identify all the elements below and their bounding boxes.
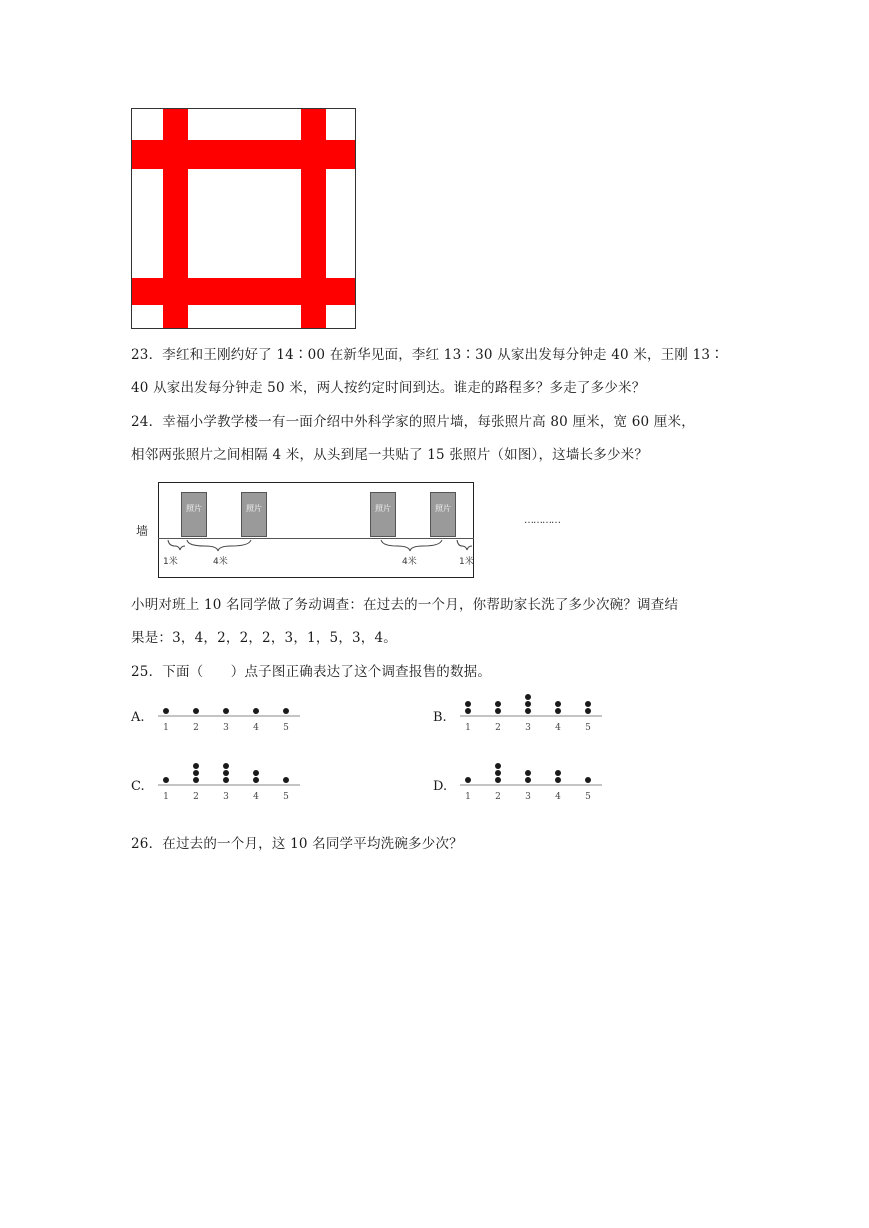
dot [555, 770, 561, 776]
tick-label: 5 [283, 723, 289, 733]
dot [223, 770, 229, 776]
q24-line2: 相邻两张照片之间相隔 4 米，从头到尾一共贴了 15 张照片（如图），这墙长多少米？ [131, 447, 649, 463]
tick-label: 3 [223, 723, 229, 733]
tick-label: 2 [495, 792, 501, 802]
option-b-dot-plot[interactable] [460, 690, 605, 738]
photo-1: 照片 [181, 492, 207, 537]
dot [585, 701, 591, 707]
dot [193, 763, 199, 769]
dot [495, 701, 501, 707]
survey-line1: 小明对班上 10 名同学做了务动调查：在过去的一个月，你帮助家长洗了多少次碗？调查结 [131, 597, 679, 613]
dot [163, 777, 169, 783]
dot [253, 708, 259, 714]
option-d-label[interactable]: D. [433, 779, 448, 794]
dot [495, 708, 501, 714]
tick-label: 3 [525, 792, 531, 802]
dot [223, 708, 229, 714]
dot [465, 777, 471, 783]
tick-label: 2 [193, 723, 199, 733]
option-c-label[interactable]: C. [131, 779, 145, 794]
q23-line2: 40 从家出发每分钟走 50 米，两人按约定时间到达。谁走的路程多？多走了多少米？ [131, 380, 646, 396]
option-b-label[interactable]: B. [433, 710, 447, 725]
tick-label: 1 [465, 723, 471, 733]
option-c-dot-plot[interactable] [158, 759, 303, 807]
dot [283, 708, 289, 714]
dot [525, 708, 531, 714]
dot [525, 701, 531, 707]
dot [163, 708, 169, 714]
dot [495, 777, 501, 783]
photo-2: 照片 [241, 492, 267, 537]
dot [193, 777, 199, 783]
dot [555, 708, 561, 714]
red-band-left [163, 109, 188, 328]
label-4m-left: 4米 [213, 557, 228, 567]
tick-label: 5 [283, 792, 289, 802]
dot [555, 777, 561, 783]
dot [585, 708, 591, 714]
label-1m-left: 1米 [163, 557, 178, 567]
dot [253, 777, 259, 783]
dot [465, 708, 471, 714]
photo-3: 照片 [370, 492, 396, 537]
tick-label: 3 [525, 723, 531, 733]
photo-4: 照片 [430, 492, 456, 537]
dot [525, 777, 531, 783]
dot [283, 777, 289, 783]
q25-text: 25．下面（ ）点子图正确表达了这个调查报售的数据。 [131, 664, 492, 680]
option-a-dot-plot[interactable] [158, 690, 303, 738]
dot [223, 763, 229, 769]
dot [193, 708, 199, 714]
tick-label: 2 [495, 723, 501, 733]
tick-label: 2 [193, 792, 199, 802]
q24-line1: 24．幸福小学教学楼一有一面介绍中外科学家的照片墙，每张照片高 80 厘米，宽 60 厘米， [131, 414, 695, 430]
red-band-right [301, 109, 326, 328]
q23-line1: 23．李红和王刚约好了 14∶00 在新华见面，李红 13∶30 从家出发每分钟走 40 米，王刚 13∶ [131, 347, 724, 363]
dot [223, 777, 229, 783]
red-grid-figure [131, 108, 356, 329]
dot [555, 701, 561, 707]
dot [495, 770, 501, 776]
option-d-dot-plot[interactable] [460, 759, 605, 807]
dot [465, 701, 471, 707]
tick-label: 4 [555, 723, 561, 733]
tick-label: 4 [253, 792, 259, 802]
dot [585, 777, 591, 783]
tick-label: 1 [163, 723, 169, 733]
tick-label: 4 [253, 723, 259, 733]
dot [193, 770, 199, 776]
dot [525, 770, 531, 776]
dot [253, 770, 259, 776]
survey-line2: 果是：3，4，2，2，2，3，1，5，3，4。 [131, 630, 397, 646]
tick-label: 5 [585, 723, 591, 733]
brace-marks [131, 480, 591, 580]
tick-label: 1 [465, 792, 471, 802]
tick-label: 1 [163, 792, 169, 802]
tick-label: 5 [585, 792, 591, 802]
dot [525, 694, 531, 700]
tick-label: 3 [223, 792, 229, 802]
dot [495, 763, 501, 769]
tick-label: 4 [555, 792, 561, 802]
photo-wall-figure [131, 480, 591, 580]
label-4m-right: 4米 [402, 557, 417, 567]
label-1m-right: 1米 [459, 557, 474, 567]
ellipsis: ………… [524, 515, 560, 526]
q26-text: 26．在过去的一个月，这 10 名同学平均洗碗多少次？ [131, 836, 463, 852]
option-a-label[interactable]: A. [131, 710, 145, 725]
wall-label: 墙 [136, 524, 149, 538]
